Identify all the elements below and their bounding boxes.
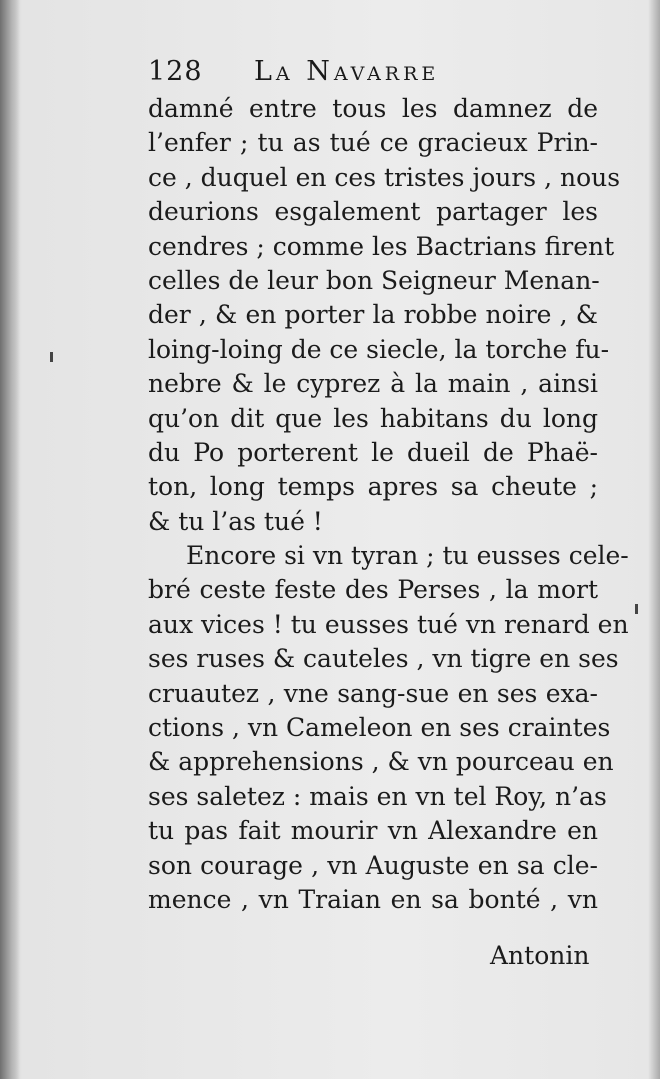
text-line: son courage , vn Auguste en sa cle-: [148, 850, 598, 880]
text-line: ton, long temps apres sa cheute ;: [148, 472, 598, 502]
catchword: Antonin: [490, 941, 590, 970]
text-line: cruautez , vne sang-sue en ses exa-: [148, 678, 598, 708]
text-line: celles de leur bon Seigneur Menan-: [148, 265, 600, 295]
text-line: qu’on dit que les habitans du long: [148, 403, 598, 433]
text-line: damné entre tous les damnez de: [148, 94, 598, 123]
page-number: 128: [148, 56, 203, 87]
text-line: cendres ; comme les Bactrians firent: [148, 231, 615, 261]
text-line: & tu l’as tué !: [148, 506, 323, 536]
page-edge-shadow: [648, 0, 660, 1079]
text-line: ses saletez : mais en vn tel Roy, n’as: [148, 781, 607, 811]
text-line: & apprehensions , & vn pourceau en: [148, 747, 614, 777]
text-line: ce , duquel en ces tristes jours , nous: [148, 162, 621, 192]
text-line: ses ruses & cauteles , vn tigre en ses: [148, 644, 619, 674]
text-line: nebre & le cyprez à la main , ainsi: [148, 369, 598, 399]
text-line: deurions esgalement partager les: [148, 197, 598, 227]
page-header: [148, 50, 548, 94]
text-line: bré ceste feste des Perses , la mort: [148, 575, 598, 605]
running-title: La Navarre: [254, 56, 440, 87]
text-line: tu pas fait mourir vn Alexandre en: [148, 816, 598, 846]
text-line: du Po porterent le dueil de Phaë-: [148, 437, 598, 467]
ink-speck: [635, 604, 638, 614]
page-gutter-shadow: [0, 0, 20, 1079]
text-line: aux vices ! tu eusses tué vn renard en: [148, 609, 629, 639]
ink-speck: [50, 352, 53, 362]
text-line: Encore si vn tyran ; tu eusses cele-: [186, 541, 629, 571]
body-text: [148, 92, 629, 917]
text-line: loing-loing de ce siecle, la torche fu-: [148, 334, 610, 364]
text-line: mence , vn Traian en sa bonté , vn: [148, 884, 598, 914]
text-line: der , & en porter la robbe noire , &: [148, 300, 598, 330]
text-line: l’enfer ; tu as tué ce gracieux Prin-: [148, 128, 598, 158]
text-line: ctions , vn Cameleon en ses craintes: [148, 713, 611, 743]
